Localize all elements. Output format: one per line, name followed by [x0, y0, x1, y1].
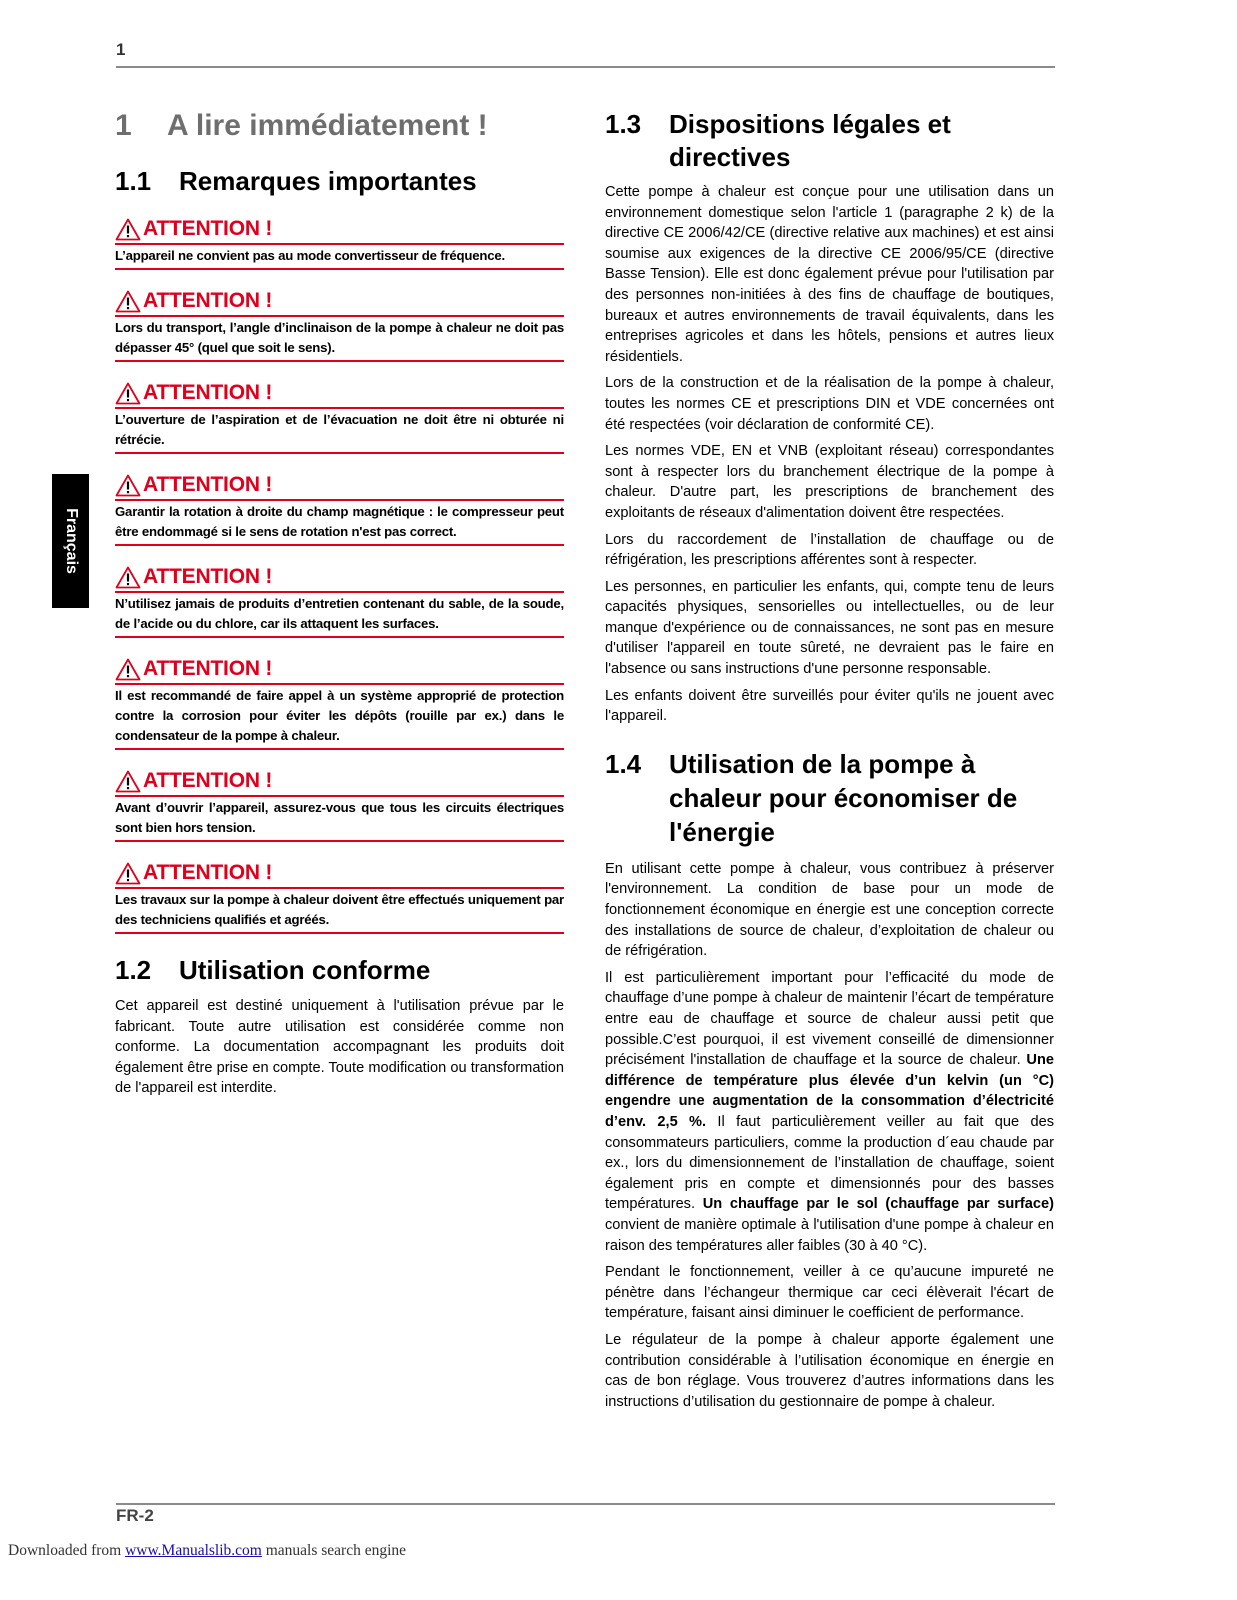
warning-triangle-icon — [115, 218, 141, 241]
warning-triangle-icon — [115, 382, 141, 405]
warning-text: Garantir la rotation à droite du champ magnétique : le compresseur peut être endommagé si le sens de rotation n'est pas correct. — [115, 504, 564, 539]
warning-title: ATTENTION ! — [143, 289, 273, 312]
warning-title: ATTENTION ! — [143, 381, 273, 404]
paragraph-text: Il faut particulièrement veiller au fait que des consommateurs particuliers, comme la production d´eau chaude par ex., lors du dimensionnement de l’installation de chauffage, soient également pris en compte et dimensionnés pour des basses températures. — [605, 1113, 1054, 1213]
warning-block — [115, 379, 564, 454]
warning-block — [115, 287, 564, 362]
warning-title: ATTENTION ! — [143, 217, 273, 240]
section-1-4-heading — [605, 747, 1054, 849]
section-number: 1.3 — [605, 109, 642, 139]
warning-header — [115, 379, 564, 407]
warning-triangle-icon — [115, 770, 141, 793]
warning-bottom-rule — [115, 636, 564, 638]
warning-header — [115, 215, 564, 243]
chapter-title — [115, 108, 564, 144]
warnings-list — [115, 215, 564, 934]
warning-triangle-icon — [115, 566, 141, 589]
warning-triangle-icon — [115, 862, 141, 885]
paragraph-text: Il est particulièrement important pour l’efficacité du mode de chauffage d’une pompe à chaleur de maintenir l’écart de température entre eau de chauffage et source de chaleur aussi petit que possible.C’est pourquoi, il est vivement conseillé de dimensionner précisément l'installation de chauffage et la source de chaleur. — [605, 969, 1054, 1069]
warning-block — [115, 215, 564, 270]
section-1-2-heading — [115, 954, 564, 987]
section-title: Utilisation de la pompe à chaleur pour économiser de l'énergie — [669, 748, 1018, 847]
header-rule — [116, 66, 1055, 68]
chapter-number: 1 — [115, 109, 132, 142]
section-1-4-body — [605, 859, 1054, 1412]
section-1-3-body — [605, 182, 1054, 727]
warning-title: ATTENTION ! — [143, 861, 273, 884]
section-title: Utilisation conforme — [179, 955, 431, 985]
paragraph: Les normes VDE, EN et VNB (exploitant réseau) correspondantes sont à respecter lors du branchement électrique de la pompe à chaleur. D'autre part, les prescriptions de branchement des exploitants de réseaux d'alimentation doivent être respectées. — [605, 443, 1054, 521]
warning-triangle-icon — [115, 474, 141, 497]
paragraph: Les personnes, en particulier les enfants, qui, compte tenu de leurs capacités physiques, sensorielles ou intellectuelles, ou de leur manque d'expérience ou de connaissances, ne sont pas en mesure d'utiliser l'appareil en toute sûreté, ne devraient pas le faire en l'absence ou sans instructions d'une personne responsable. — [605, 578, 1054, 678]
chapter-title-text: A lire immédiatement ! — [167, 109, 488, 142]
warning-bottom-rule — [115, 544, 564, 546]
warning-bottom-rule — [115, 748, 564, 750]
warning-header — [115, 859, 564, 887]
warning-header — [115, 471, 564, 499]
warning-text: L’ouverture de l’aspiration et de l’évacuation ne doit être ni obturée ni rétrécie. — [115, 412, 564, 447]
warning-block — [115, 767, 564, 842]
footer-rule — [116, 1503, 1055, 1505]
paragraph: Lors du raccordement de l’installation de chauffage ou de réfrigération, les prescriptions afférentes sont à respecter. — [605, 531, 1054, 569]
paragraph: Cet appareil est destiné uniquement à l'utilisation prévue par le fabricant. Toute autre utilisation est considérée comme non conforme. La documentation accompagnant les produits doit également être prise en compte. Toute modification ou transformation de l'appareil est interdite. — [115, 998, 564, 1097]
warning-text: Les travaux sur la pompe à chaleur doivent être effectués uniquement par des techniciens qualifiés et agréés. — [115, 892, 564, 927]
paragraph: Les enfants doivent être surveillés pour éviter qu'ils ne jouent avec l'appareil. — [605, 687, 1054, 725]
warning-bottom-rule — [115, 932, 564, 934]
warning-text: Lors du transport, l’angle d’inclinaison de la pompe à chaleur ne doit pas dépasser 45° (quel que soit le sens). — [115, 320, 564, 355]
warning-title: ATTENTION ! — [143, 473, 273, 496]
paragraph-text: convient de manière optimale à l'utilisation d'une pompe à chaleur en raison des températures aller faibles (30 à 40 °C). — [605, 1216, 1054, 1254]
right-column — [605, 108, 1054, 1412]
left-column — [115, 108, 564, 1099]
paragraph: Lors de la construction et de la réalisation de la pompe à chaleur, toutes les normes CE et prescriptions DIN et VDE concernées ont été respectées (voir déclaration de conformité CE). — [605, 375, 1054, 433]
paragraph: Cette pompe à chaleur est conçue pour une utilisation dans un environnement domestique selon l'article 1 (paragraphe 2 k) de la directive CE 2006/42/CE (directive relative aux machines) et est ainsi soumise aux exigences de la directive CE 2006/95/CE (directive Basse Tension). Elle est donc également prévue pour l'utilisation par des personnes non-initiées à des fins de chauffage de boutiques, bureaux et autres environnements de travail équivalents, dans les entreprises agricoles et dans les hôtels, pensions et autres lieux résidentiels. — [605, 184, 1054, 365]
section-1-1-heading — [115, 165, 564, 198]
paragraph: Le régulateur de la pompe à chaleur apporte également une contribution considérable à l’utilisation économique en énergie en cas de bon réglage. Vous trouverez d’autres informations dans les instructions d’utilisation du gestionnaire de pompe à chaleur. — [605, 1331, 1054, 1410]
paragraph: En utilisant cette pompe à chaleur, vous contribuez à préserver l'environnement. La condition de base pour un mode de fonctionnement économique en énergie est une conception correcte des installations de source de chaleur, d’exploitation de chaleur ou de réfrigération. — [605, 860, 1054, 960]
warning-bottom-rule — [115, 268, 564, 270]
paragraph: Pendant le fonctionnement, veiller à ce qu’aucune impureté ne pénètre dans l’échangeur thermique car ceci élèverait l'écart de température, faisant ainsi diminuer le coefficient de performance. — [605, 1264, 1054, 1322]
emphasis-text: Un chauffage par le sol (chauffage par surface) — [702, 1196, 1054, 1213]
warning-title: ATTENTION ! — [143, 769, 273, 792]
download-prefix: Downloaded from — [8, 1542, 126, 1559]
warning-block — [115, 471, 564, 546]
warning-block — [115, 563, 564, 638]
section-title: Dispositions légales et directives — [669, 109, 951, 172]
warning-triangle-icon — [115, 658, 141, 681]
warning-block — [115, 655, 564, 750]
section-number: 1.4 — [605, 748, 642, 779]
warning-triangle-icon — [115, 290, 141, 313]
emphasis-text: Une différence de température plus élevée d’un kelvin (un °C) engendre une augmentation de la consommation d’électricité d’env. 2,5 %. — [605, 1052, 1054, 1130]
download-notice — [8, 1542, 406, 1560]
warning-text: N’utilisez jamais de produits d’entretien contenant du sable, de la soude, de l’acide ou du chlore, car ils attaquent les surfaces. — [115, 596, 564, 631]
paragraph — [605, 968, 1054, 1256]
warning-bottom-rule — [115, 840, 564, 842]
footer-page-label: FR-2 — [116, 1506, 154, 1525]
warning-header — [115, 767, 564, 795]
warning-title: ATTENTION ! — [143, 657, 273, 680]
warning-bottom-rule — [115, 452, 564, 454]
warning-text: L’appareil ne convient pas au mode convertisseur de fréquence. — [115, 248, 505, 263]
warning-title: ATTENTION ! — [143, 565, 273, 588]
warning-text: Avant d’ouvrir l’appareil, assurez-vous que tous les circuits électriques sont bien hors tension. — [115, 800, 564, 835]
section-number: 1.2 — [115, 955, 152, 985]
download-suffix: manuals search engine — [261, 1542, 407, 1559]
warning-header — [115, 563, 564, 591]
language-label: Français — [62, 508, 80, 574]
section-number: 1.1 — [115, 166, 152, 196]
section-1-2-body — [115, 996, 564, 1099]
manualslib-link[interactable]: www.Manualslib.com — [125, 1542, 262, 1559]
warning-text: Il est recommandé de faire appel à un système approprié de protection contre la corrosion pour éviter les dépôts (rouille par ex.) dans le condensateur de la pompe à chaleur. — [115, 688, 564, 743]
section-title: Remarques importantes — [179, 166, 477, 196]
warning-header — [115, 287, 564, 315]
header-page-number: 1 — [116, 40, 126, 59]
warning-header — [115, 655, 564, 683]
section-1-3-heading — [605, 108, 1054, 174]
warning-block — [115, 859, 564, 934]
warning-bottom-rule — [115, 360, 564, 362]
language-side-tab — [52, 474, 89, 608]
